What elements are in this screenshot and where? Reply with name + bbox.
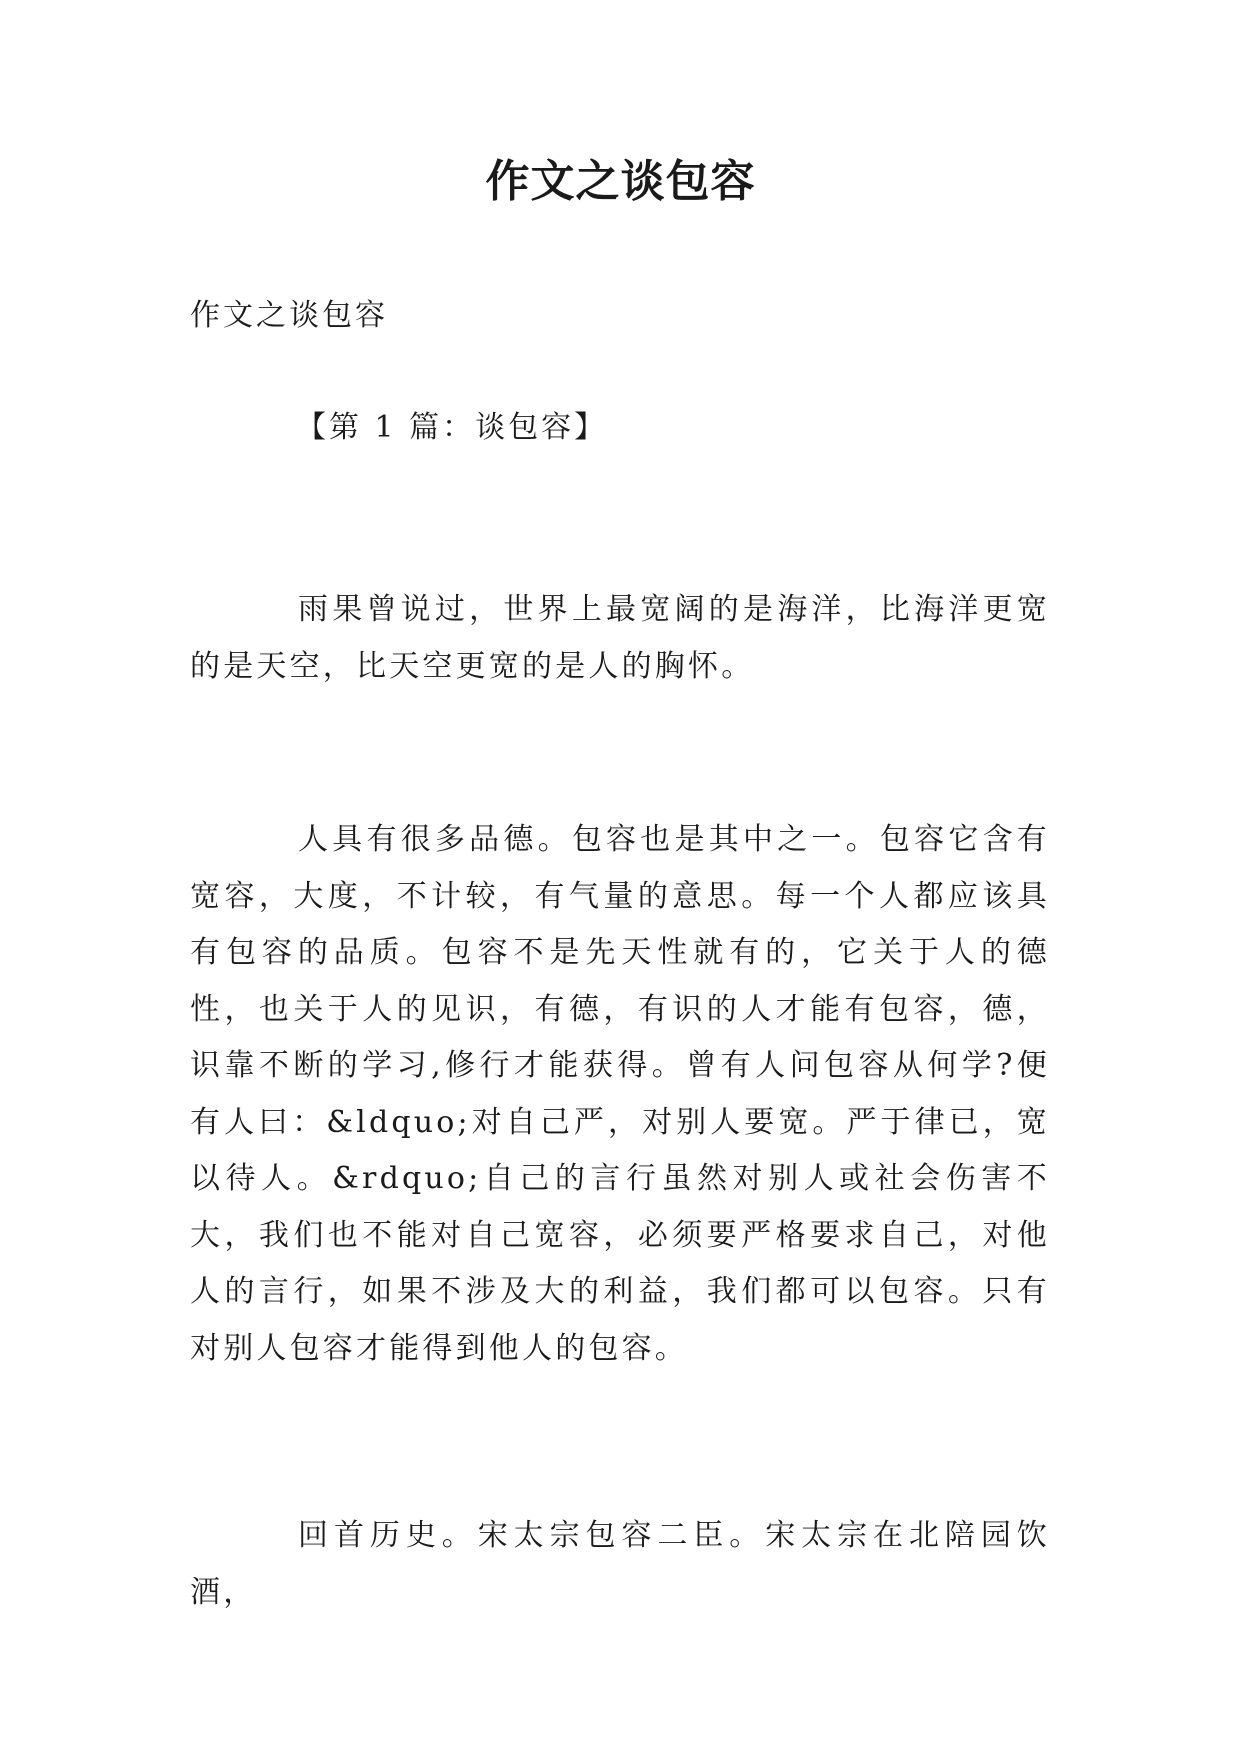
paragraph-1: 雨果曾说过，世界上最宽阔的是海洋，比海洋更宽的是天空，比天空更宽的是人的胸怀。 xyxy=(190,592,1050,684)
document-subtitle: 作文之谈包容 xyxy=(190,298,388,333)
paragraph-2: 人具有很多品德。包容也是其中之一。包容它含有宽容，大度，不计较，有气量的意思。每一个人都应该具有包容的品质。包容不是先天性就有的，它关于人的德性，也关于人的见识，有德，有识的人才能有包容，德，识靠不断的学习,修行才能获得。曾有人问包容从何学?便有人曰：&ldquo;对自己严，对别人要宽。严于律已，宽以待人。&rdquo;自己的言行虽然对别人或社会伤害不大，我们也不能对自己宽容，必须要严格要求自己，对他人的言行，如果不涉及大的利益，我们都可以包容。只有对别人包容才能得到他人的包容。 xyxy=(190,822,1050,1366)
chapter-heading: 【第 1 篇：谈包容】 xyxy=(296,410,608,445)
document-title: 作文之谈包容 xyxy=(485,156,756,207)
paragraph-3: 回首历史。宋太宗包容二臣。宋太宗在北陪园饮酒， xyxy=(190,1518,1050,1610)
